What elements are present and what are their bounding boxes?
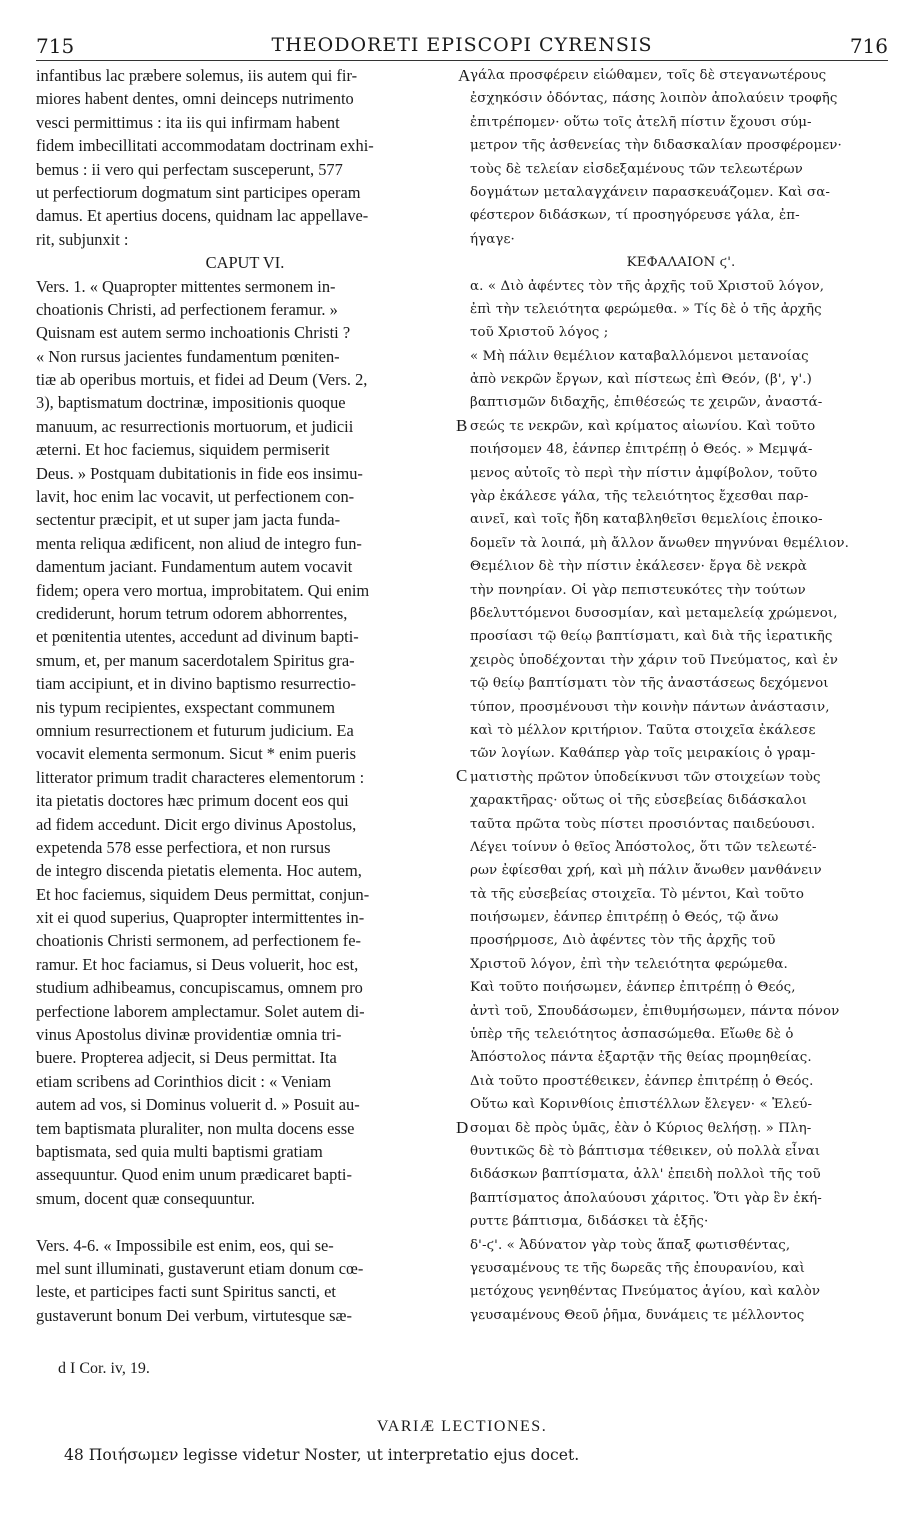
margin-letter-d: D	[456, 1118, 469, 1137]
latin-line: etiam scribens ad Corinthios dicit : « Veniam	[36, 1071, 332, 1091]
greek-line: θυντικῶς δὲ τὸ βάπτισμα τέθεικεν, οὐ πολλὰ εἶναι	[470, 1143, 821, 1159]
greek-line: ρυττε βάπτισμα, διδάσκει τὰ ἑξῆς·	[470, 1214, 709, 1230]
greek-line: τῷ θείῳ βαπτίσματι τὸν τῆς ἀναστάσεως δεχόμενοι	[470, 676, 829, 692]
greek-line: τὰ τῆς εὐσεβείας στοιχεῖα. Τὸ μέντοι, Καὶ τοῦτο	[470, 886, 805, 902]
latin-line	[36, 1210, 454, 1233]
latin-line: baptismata, sed quia multi baptismi gratiam	[36, 1141, 323, 1161]
latin-line: omnium resurrectionem et futurum judicium. Ea	[36, 720, 354, 740]
greek-line: τύπον, προσμένουσι τὴν κοινὴν πάντων ἀνάστασιν,	[470, 699, 830, 715]
greek-line: ρων ἐφίεσθαι χρή, καὶ μὴ πάλιν ἄνωθεν μανθάνειν	[470, 863, 822, 879]
latin-line: fidem; opera vero mortua, improbitatem. Qui enim	[36, 580, 370, 600]
latin-line: et pœnitentia utentes, accedunt ad divinum bapti-	[36, 627, 359, 647]
greek-line: ποιήσομεν 48, ἐάνπερ ἐπιτρέπῃ ὁ Θεός. » Μεμψά-	[470, 442, 813, 458]
greek-line: ποιήσωμεν, ἐάνπερ ἐπιτρέπῃ ὁ Θεός, τῷ ἄνω	[470, 910, 779, 926]
latin-column	[36, 64, 454, 1327]
latin-line: expetenda 578 esse perfectiora, et non rursus	[36, 837, 331, 857]
greek-line: σομαι δὲ πρὸς ὑμᾶς, ἐὰν ὁ Κύριος θελήσῃ. » Πλη-	[470, 1120, 812, 1136]
latin-line: smum, et, per manum sacerdotalem Spiritus gra-	[36, 650, 355, 670]
latin-line: Vers. 1. « Quapropter mittentes sermonem in-	[36, 276, 336, 296]
latin-line: « Non rursus jacientes fundamentum pœniten-	[36, 346, 340, 366]
variae-lectiones-heading: VARIÆ LECTIONES.	[376, 1418, 548, 1435]
latin-line: buere. Propterea adjecit, si Deus permittat. Ita	[36, 1048, 337, 1068]
latin-line: perfectione laborem amplectamur. Solet autem di-	[36, 1001, 365, 1021]
greek-line: Ἀπόστολος πάντα ἐξαρτᾷν τῆς θείας προμηθείας.	[470, 1050, 812, 1066]
latin-line: ita pietatis doctores hæc primum docent eos qui	[36, 791, 349, 811]
greek-line: τοὺς δὲ τελείαν εἰσδεξαμένους τῶν τελεωτέρων	[470, 161, 803, 177]
latin-line: studium adhibeamus, concupiscamus, omnem pro	[36, 978, 363, 998]
latin-line: choationis Christi, ad perfectionem feramur. »	[36, 299, 338, 319]
greek-line: τὴν πονηρίαν. Οἱ γὰρ πεπιστευκότες τὴν τούτων	[470, 582, 806, 598]
greek-line: δομεῖν τὰ λοιπά, μὴ ἄλλον ἄνωθεν πηγνύναι θεμέλιον.	[470, 535, 849, 551]
greek-line: ἀντὶ τοῦ, Σπουδάσωμεν, ἐπιθυμήσωμεν, πάντα πόνον	[470, 1003, 840, 1019]
latin-line: crediderunt, horum tetrum odorem abhorrentes,	[36, 603, 348, 623]
latin-line: gustaverunt bonum Dei verbum, virtutesque sæ-	[36, 1305, 352, 1325]
latin-line: tem baptismata pluraliter, non multa docens esse	[36, 1118, 355, 1138]
latin-line: Vers. 4-6. « Impossibile est enim, eos, qui se-	[36, 1235, 334, 1255]
greek-line: Οὕτω καὶ Κορινθίοις ἐπιστέλλων ἔλεγεν· « Ἐλεύ-	[470, 1097, 813, 1113]
latin-line: æterni. Et hoc faciemus, siquidem permiserit	[36, 440, 330, 460]
footnote: d I Cor. iv, 19.	[58, 1360, 150, 1377]
latin-line: miores habent dentes, omni deinceps nutrimento	[36, 89, 354, 109]
latin-line: vinus Apostolus divinæ providentiæ omnia tri-	[36, 1025, 342, 1045]
greek-line: γάλα προσφέρειν εἰώθαμεν, τοῖς δὲ στεγανωτέρους	[470, 68, 827, 83]
latin-line: 3), baptismatum doctrinæ, impositionis quoque	[36, 393, 346, 413]
greek-line: καὶ τὸ μέλλον κριτήριον. Ταῦτα στοιχεῖα ἐκάλεσε	[470, 722, 816, 738]
latin-line: leste, et participes facti sunt Spiritus sancti, et	[36, 1282, 336, 1302]
greek-line: σεώς τε νεκρῶν, καὶ κρίματος αἰωνίου. Καὶ τοῦτο	[470, 418, 816, 434]
greek-line: ὑπὲρ τῆς τελειότητος ἀσπασώμεθα. Εἴωθε δὲ ὁ	[470, 1027, 794, 1043]
greek-line: γευσαμένους τε τῆς δωρεᾶς τῆς ἐπουρανίου, καὶ	[470, 1260, 805, 1276]
greek-line: ἐπὶ τὴν τελειότητα φερώμεθα. » Τίς δὲ ὁ τῆς ἀρχῆς	[470, 301, 822, 317]
greek-line: τοῦ Χριστοῦ λόγος ;	[470, 325, 609, 341]
greek-line: Λέγει τοίνυν ὁ θεῖος Ἀπόστολος, ὅτι τῶν τελεωτέ-	[470, 839, 817, 855]
greek-line: Χριστοῦ λόγον, ἐπὶ τὴν τελειότητα φερώμεθα.	[470, 956, 788, 972]
variae-lectiones-note: 48 Ποιήσωμεν legisse videtur Noster, ut interpretatio ejus docet.	[64, 1446, 580, 1464]
latin-line: fidem imbecillitati accommodatam doctrinam exhi-	[36, 136, 374, 156]
latin-line: sectentur præcipit, et ut super jam jacta funda-	[36, 510, 341, 530]
latin-line: assequuntur. Quod enim unum prædicaret bapti-	[36, 1165, 352, 1185]
latin-line: tiæ ab operibus mortuis, et fidei ad Deum (Vers. 2,	[36, 370, 368, 390]
greek-line: « Μὴ πάλιν θεμέλιον καταβαλλόμενοι μετανοίας	[470, 348, 809, 364]
latin-line: manuum, ac resurrectionis mortuorum, et judicii	[36, 416, 354, 436]
latin-line: ut perfectiorum dogmatum sint participes operam	[36, 182, 361, 202]
latin-line: Et hoc faciemus, siquidem Deus permittat, conjun-	[36, 884, 370, 904]
greek-line: γευσαμένους Θεοῦ ῥῆμα, δυνάμεις τε μέλλοντος	[470, 1307, 805, 1323]
greek-line: φέστερον διδάσκων, τί προσηγόρευσε γάλα, ἐπ-	[470, 208, 800, 224]
latin-line: autem ad vos, si Dominus voluerit d. » Posuit au-	[36, 1095, 360, 1115]
latin-line: de integro discenda pietatis elementa. Hoc autem,	[36, 861, 362, 881]
latin-line: rit, subjunxit :	[36, 229, 129, 249]
greek-line: προσήρμοσε, Διὸ ἀφέντες τὸν τῆς ἀρχῆς τοῦ	[470, 933, 776, 949]
latin-line: mel sunt illuminati, gustaverunt etiam donum cœ-	[36, 1258, 364, 1278]
greek-column	[470, 64, 892, 1327]
greek-line: βαπτισμῶν διδαχῆς, ἐπιθέσεώς τε χειρῶν, ἀναστά-	[470, 395, 823, 411]
greek-line: Διὰ τοῦτο προστέθεικεν, ἐάνπερ ἐπιτρέπῃ ὁ Θεός.	[470, 1073, 814, 1089]
greek-line: Θεμέλιον δὲ τὴν πίστιν ἐκάλεσεν· ἔργα δὲ νεκρὰ	[470, 559, 807, 575]
latin-line: nis typum recipientes, exspectant communem	[36, 697, 336, 717]
greek-line: ἀπὸ νεκρῶν ἔργων, καὶ πίστεως ἐπὶ Θεόν, (β', γ'.)	[470, 372, 812, 388]
greek-line: ΚΕΦΑΛΑΙΟΝ ϛ'.	[626, 255, 736, 271]
latin-line: ad fidem accedunt. Dicit ergo divinus Apostolus,	[36, 814, 357, 834]
greek-line: αινεῖ, καὶ τοῖς ἤδη καταβληθεῖσι θεμελίοις ἐποικο-	[470, 512, 823, 528]
latin-line: damus. Et apertius docens, quidnam lac appellave-	[36, 206, 369, 226]
running-title: THEODORETI EPISCOPI CYRENSIS	[271, 34, 653, 56]
greek-line: διδάσκων βαπτίσματα, ἀλλ' ἐπειδὴ πολλοὶ τῆς τοῦ	[470, 1167, 821, 1183]
greek-line: γὰρ ἐκάλεσε γάλα, τῆς τελειότητος ἔχεσθαι παρ-	[470, 489, 809, 505]
latin-line: Deus. » Postquam dubitationis in fide eos insimu-	[36, 463, 363, 483]
margin-letter-b: B	[456, 416, 468, 435]
greek-line: μετόχους γενηθέντας Πνεύματος ἁγίου, καὶ καλὸν	[470, 1284, 821, 1300]
greek-line: μετρον τῆς ἀσθενείας τὴν διδασκαλίαν προσφέρομεν·	[470, 138, 842, 154]
margin-letter-c: C	[456, 766, 468, 785]
page-number-right: 716	[849, 34, 888, 58]
latin-line: smum, docent quæ consequuntur.	[36, 1188, 255, 1208]
page-number-left: 715	[36, 34, 75, 58]
latin-line: choationis Christi sermonem, ad perfectionem fe-	[36, 931, 361, 951]
greek-line: βδελυττόμενοι δυσοσμίαν, καὶ μεταμελείᾳ χρώμενοι,	[470, 605, 838, 621]
latin-line: damentum jaciant. Fundamentum autem vocavit	[36, 557, 353, 577]
latin-line: lavit, hoc enim lac vocavit, ut perfectionem con-	[36, 487, 355, 507]
greek-line: ἐπιτρέπομεν· οὕτω τοῖς ἀτελῆ πίστιν ἔχουσι σύμ-	[470, 114, 812, 130]
greek-line: χειρὸς ὑποδέχονται τὴν χάριν τοῦ Πνεύματος, καὶ ἐν	[470, 652, 839, 668]
greek-line: χαρακτῆρας· οὕτως οἱ τῆς εὐσεβείας διδάσκαλοι	[470, 793, 807, 809]
greek-line: ματιστὴς πρῶτον ὑποδείκνυσι τῶν στοιχείων τοὺς	[470, 769, 821, 785]
greek-line: ήγαγε·	[470, 231, 515, 247]
latin-line: bemus : ii vero qui perfectam susceperunt, 577	[36, 159, 343, 179]
latin-line: vocavit elementa sermonum. Sicut * enim pueris	[36, 744, 356, 764]
greek-line: μενος αὐτοῖς τὸ περὶ τὴν πίστιν ἀμφίβολον, τοῦτο	[470, 465, 818, 481]
latin-line: menta reliqua ædificent, non aliud de integro fun-	[36, 533, 362, 553]
greek-line: δ'-ϛ'. « Ἀδύνατον γὰρ τοὺς ἅπαξ φωτισθέντας,	[470, 1237, 791, 1253]
greek-line: δογμάτων μεταλαγχάνειν παρασκευάζομεν. Καὶ σα-	[470, 184, 830, 200]
greek-line: ἐσχηκόσιν ὀδόντας, πάσης λοιπὸν ἀπολαύειν τροφῆς	[470, 91, 838, 107]
greek-line: προσίασι τῷ θείῳ βαπτίσματι, καὶ διὰ τῆς ἱερατικῆς	[470, 629, 833, 645]
page-header	[36, 30, 888, 61]
latin-line: vesci permittimus : ita iis qui infirmam habent	[36, 112, 340, 132]
latin-line: tiam accipiunt, et in divino baptismo resurrectio-	[36, 674, 356, 694]
greek-line: α. « Διὸ ἀφέντες τὸν τῆς ἀρχῆς τοῦ Χριστοῦ λόγον,	[470, 278, 825, 294]
latin-line: CAPUT VI.	[205, 253, 285, 273]
latin-line: Quisnam est autem sermo inchoationis Christi ?	[36, 323, 351, 343]
latin-line: xit ei quod superius, Quapropter intermittentes in-	[36, 908, 365, 928]
greek-line: Καὶ τοῦτο ποιήσωμεν, ἐάνπερ ἐπιτρέπῃ ὁ Θεός,	[470, 980, 796, 996]
greek-line: βαπτίσματος ἀπολαύουσι χάριτος. Ὅτι γὰρ ἓν ἐκή-	[470, 1190, 822, 1206]
latin-line: litterator primum tradit characteres elementorum :	[36, 767, 365, 787]
latin-line: ramur. Et hoc faciamus, si Deus voluerit, hoc est,	[36, 954, 359, 974]
latin-line: infantibus lac præbere solemus, iis autem qui fir-	[36, 66, 358, 85]
margin-letter-a: A	[458, 66, 471, 85]
greek-line: ταῦτα πρῶτα τοὺς πίστει προσιόντας παιδεύουσι.	[470, 816, 816, 832]
greek-line: τῶν λογίων. Καθάπερ γὰρ τοῖς μειρακίοις ὁ γραμ-	[470, 746, 816, 762]
